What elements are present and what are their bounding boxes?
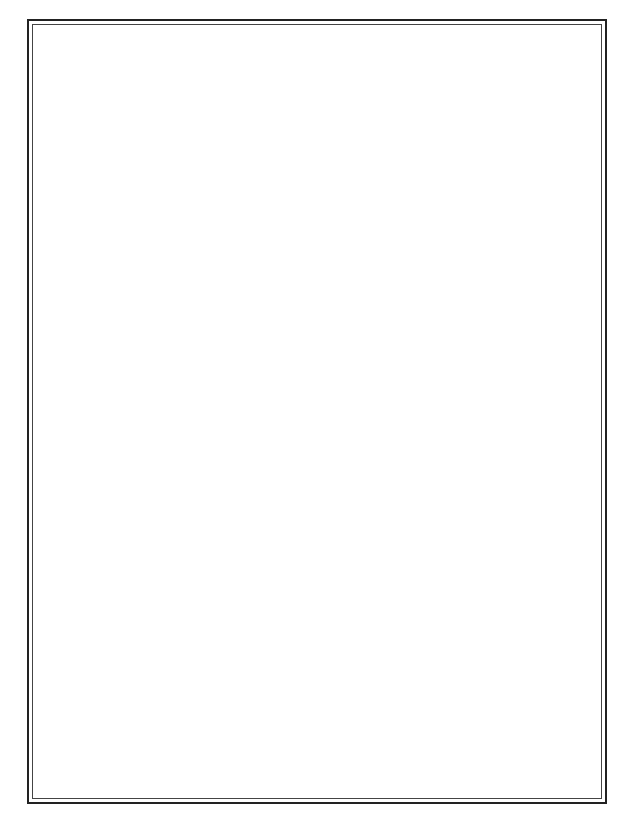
watermark — [60, 420, 480, 680]
